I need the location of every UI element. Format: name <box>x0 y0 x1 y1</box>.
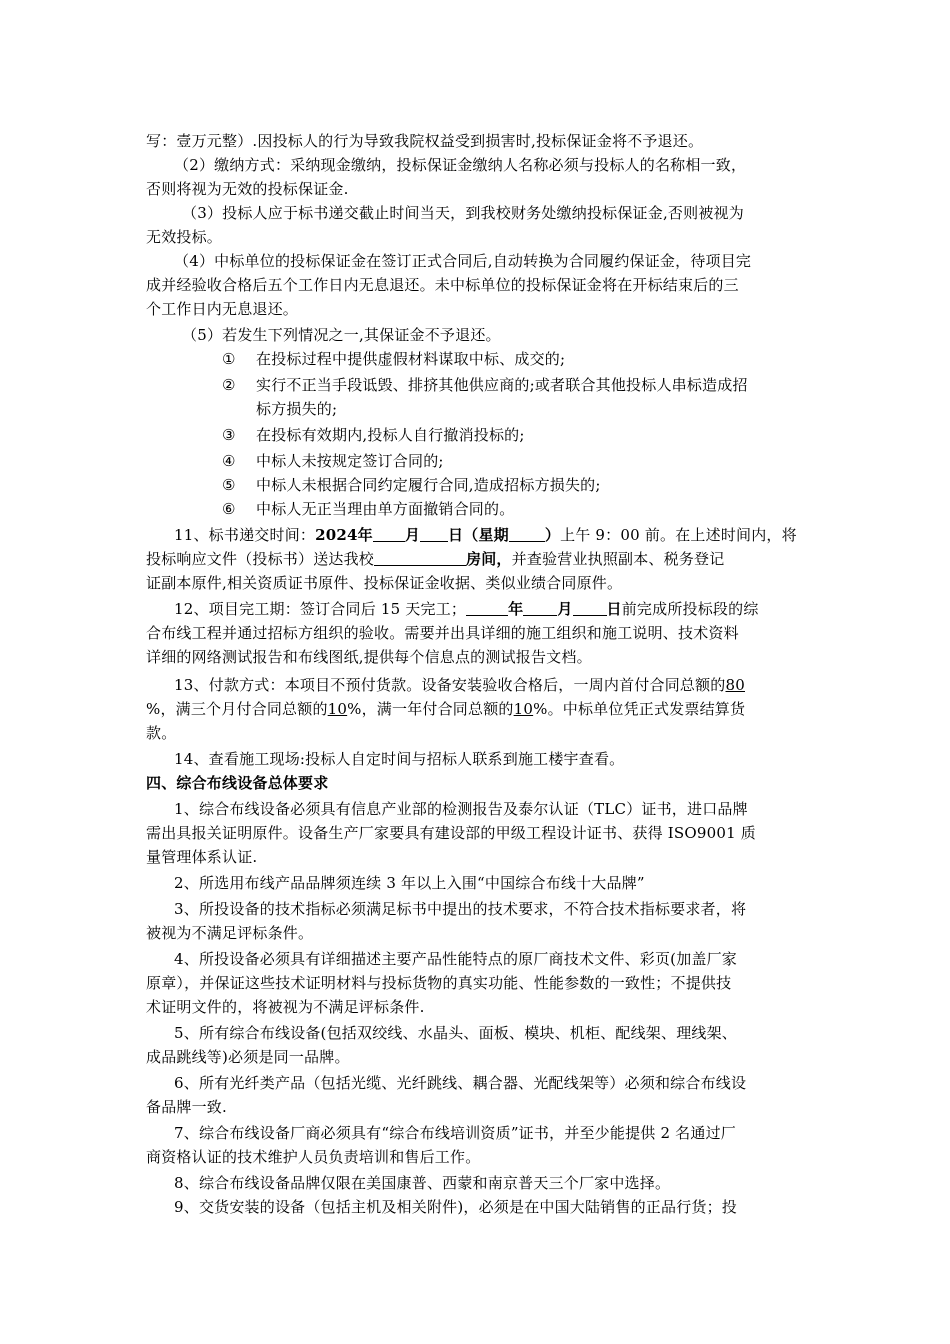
list-text: 中标人无正当理由单方面撤销合同的。 <box>256 500 515 518</box>
paragraph-line: （2）缴纳方式：采纳现金缴纳，投标保证金缴纳人名称必须与投标人的名称相一致， <box>174 156 747 174</box>
item-11-prefix: 11、标书递交时间： <box>174 526 316 544</box>
paragraph-line: 14、查看施工现场:投标人自定时间与招标人联系到施工楼宇查看。 <box>174 750 625 768</box>
blank-field <box>374 550 466 566</box>
paragraph-line: 成品跳线等)必须是同一品牌。 <box>146 1048 350 1066</box>
item-11-text: 并查验营业执照副本、税务登记 <box>511 550 725 568</box>
list-number: ⑥ <box>222 500 236 518</box>
list-item <box>222 349 565 369</box>
paragraph-line: 8、综合布线设备品牌仅限在美国康普、西蒙和南京普天三个厂家中选择。 <box>174 1174 671 1192</box>
paragraph-line: 6、所有光纤类产品（包括光缆、光纤跳线、耦合器、光配线架等）必须和综合布线设 <box>174 1074 747 1092</box>
payment-percent-third: 10 <box>513 700 534 718</box>
paragraph-line: 详细的网络测试报告和布线图纸,提供每个信息点的测试报告文档。 <box>146 648 592 666</box>
blank-field <box>573 600 607 616</box>
item-12-line1 <box>174 599 759 619</box>
paragraph-line: 需出具报关证明原件。设备生产厂家要具有建设部的甲级工程设计证书、获得 ISO9001 质 <box>146 824 757 842</box>
item-11-line1 <box>174 525 797 545</box>
paragraph-line: 9、交货安装的设备（包括主机及相关附件)，必须是在中国大陆销售的正品行货；投 <box>174 1198 737 1216</box>
paragraph-line: 否则将视为无效的投标保证金. <box>146 180 349 198</box>
item-11-day: 日（星期 <box>448 526 509 544</box>
paragraph-line: 合布线工程并通过招标方组织的验收。需要并出具详细的施工组织和施工说明、技术资料 <box>146 624 739 642</box>
paragraph-line: （4）中标单位的投标保证金在签订正式合同后,自动转换为合同履约保证金，待项目完 <box>174 252 752 270</box>
item-13-text: %，满一年付合同总额的 <box>347 700 514 718</box>
item-11-line2 <box>146 549 724 569</box>
list-number: ③ <box>222 426 236 444</box>
item-11-close: ） <box>544 526 561 544</box>
blank-field <box>373 526 405 542</box>
paragraph-line: （5）若发生下列情况之一,其保证金不予退还。 <box>182 326 501 344</box>
list-text: 标方损失的; <box>256 400 338 418</box>
payment-percent-first: 80 <box>725 676 745 694</box>
item-13-line1 <box>174 675 745 695</box>
list-item <box>222 475 601 495</box>
list-text: 实行不正当手段诋毁、排挤其他供应商的;或者联合其他投标人串标造成招 <box>256 376 748 394</box>
item-11-year: 2024年 <box>315 526 373 544</box>
paragraph-line: 证副本原件,相关资质证书原件、投标保证金收据、类似业绩合同原件。 <box>146 574 623 592</box>
paragraph-line: 7、综合布线设备厂商必须具有“综合布线培训资质”证书，并至少能提供 2 名通过厂 <box>174 1124 736 1142</box>
item-12-rest: 前完成所投标段的综 <box>621 600 759 618</box>
paragraph-line: 4、所投设备必须具有详细描述主要产品性能特点的原厂商技术文件、彩页(加盖厂家 <box>174 950 737 968</box>
list-text: 在投标有效期内,投标人自行撤消投标的; <box>256 426 525 444</box>
list-item <box>222 425 525 445</box>
blank-field <box>466 600 508 616</box>
blank-field <box>420 526 448 542</box>
section-heading: 四、综合布线设备总体要求 <box>146 774 329 792</box>
paragraph-line: 款。 <box>146 724 177 742</box>
paragraph-line: 商资格认证的技术维护人员负责培训和售后工作。 <box>146 1148 481 1166</box>
paragraph-line: 被视为不满足评标条件。 <box>146 924 314 942</box>
list-text: 在投标过程中提供虚假材料谋取中标、成交的; <box>256 350 566 368</box>
item-11-month: 月 <box>404 526 421 544</box>
paragraph-line: 5、所有综合布线设备(包括双绞线、水晶头、面板、模块、机柜、配线架、理线架、 <box>174 1024 737 1042</box>
paragraph-line: 原章），并保证这些技术证明材料与投标货物的真实功能、性能参数的一致性；不提供技 <box>146 974 732 992</box>
item-13-line2 <box>146 699 745 719</box>
list-item <box>222 499 514 519</box>
paragraph-line: 备品牌一致. <box>146 1098 227 1116</box>
list-number: ① <box>222 350 236 368</box>
paragraph-line: 1、综合布线设备必须具有信息产业部的检测报告及泰尔认证（TLC）证书，进口品牌 <box>174 800 748 818</box>
list-item <box>222 399 337 419</box>
item-12-month: 月 <box>557 600 573 618</box>
list-text: 中标人未根据合同约定履行合同,造成招标方损失的; <box>256 476 601 494</box>
item-11-text: 投标响应文件（投标书）送达我校 <box>146 550 375 568</box>
paragraph-line: 成并经验收合格后五个工作日内无息退还。未中标单位的投标保证金将在开标结束后的三 <box>146 276 739 294</box>
paragraph-line: 个工作日内无息退还。 <box>146 300 299 318</box>
blank-field <box>509 526 545 542</box>
list-item <box>222 375 748 395</box>
item-12-year: 年 <box>508 600 524 618</box>
item-11-room: 房间， <box>466 550 512 568</box>
paragraph-line: （3）投标人应于标书递交截止时间当天，到我校财务处缴纳投标保证金,否则被视为 <box>182 204 744 222</box>
item-13-text: %。中标单位凭正式发票结算货 <box>533 700 746 718</box>
paragraph-line: 无效投标。 <box>146 228 223 246</box>
blank-field <box>523 600 557 616</box>
list-number: ④ <box>222 452 236 470</box>
item-13-text: %，满三个月付合同总额的 <box>146 700 328 718</box>
paragraph-line: 量管理体系认证. <box>146 848 258 866</box>
item-11-rest: 上午 9：00 前。在上述时间内，将 <box>560 526 797 544</box>
paragraph-line: 写：壹万元整）.因投标人的行为导致我院权益受到损害时,投标保证金将不予退还。 <box>146 132 704 150</box>
list-text: 中标人未按规定签订合同的; <box>256 452 444 470</box>
item-13-text: 13、付款方式：本项目不预付货款。设备安装验收合格后，一周内首付合同总额的 <box>174 676 726 694</box>
list-number: ⑤ <box>222 476 236 494</box>
list-number: ② <box>222 376 236 394</box>
payment-percent-second: 10 <box>327 700 348 718</box>
paragraph-line: 2、所选用布线产品品牌须连续 3 年以上入围“中国综合布线十大品牌” <box>174 874 645 892</box>
paragraph-line: 3、所投设备的技术指标必须满足标书中提出的技术要求，不符合技术指标要求者，将 <box>174 900 747 918</box>
item-12-day: 日 <box>606 600 622 618</box>
paragraph-line: 术证明文件的，将被视为不满足评标条件. <box>146 998 425 1016</box>
list-item <box>222 451 444 471</box>
item-12-prefix: 12、项目完工期：签订合同后 15 天完工； <box>174 600 467 618</box>
